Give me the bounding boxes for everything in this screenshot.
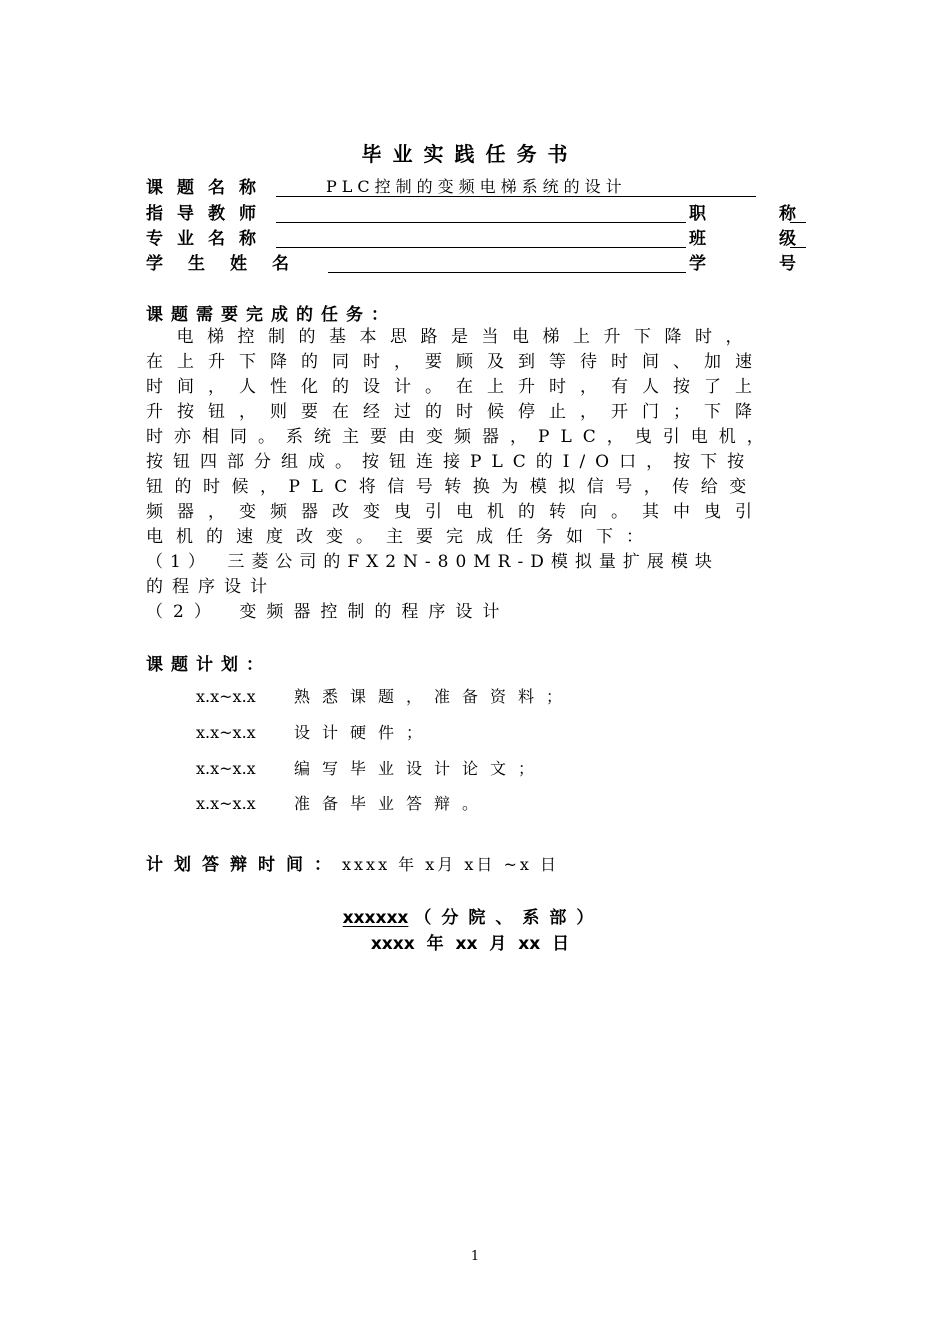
plan-task: 设计硬件；: [294, 723, 435, 742]
plan-date: x.x~x.x: [196, 794, 256, 813]
tasks-line: 频器，变频器改变曳引电机的转向。其中曳引: [146, 502, 766, 522]
page-number: 1: [470, 1249, 480, 1264]
student-row: [146, 252, 826, 276]
tasks-line: 按钮四部分组成。按钮连接PLC的I/O口，按下按: [146, 452, 755, 472]
class-underline: [790, 227, 806, 248]
plan-task: 准备毕业答辩。: [294, 794, 491, 813]
topic-value: PLC控制的变频电梯系统的设计: [326, 177, 627, 196]
signoff-date: xxxx 年 xx 月 xx 日: [370, 934, 570, 954]
plan-task: 编写毕业设计论文；: [294, 759, 547, 778]
plan-item: [196, 721, 434, 745]
defense-row: [146, 853, 559, 877]
tasks-line: 电机的速度改变。主要完成任务如下：: [146, 527, 656, 547]
major-label: 专业名称: [146, 229, 270, 249]
tasks-line: 升按钮，则要在经过的时候停止，开门；下降: [146, 402, 766, 422]
major-underline: [276, 227, 686, 248]
plan-date: x.x~x.x: [196, 723, 256, 742]
topic-row: [146, 176, 826, 200]
title-underline: [790, 202, 806, 223]
plan-item: [196, 685, 574, 709]
tasks-line: 电梯控制的基本思路是当电梯上升下降时，: [146, 327, 756, 347]
advisor-label: 指导教师: [146, 204, 270, 224]
dept-name: xxxxxx: [342, 908, 409, 928]
tasks-body: [146, 325, 818, 625]
defense-label: 计划答辩时间：: [146, 855, 342, 875]
tasks-heading: 课题需要完成的任务：: [146, 305, 396, 325]
tasks-line: 钮的时候，PLC将信号转换为模拟信号，传给变: [146, 477, 758, 497]
plan-item: [196, 757, 546, 781]
plan-heading: 课题计划：: [146, 655, 271, 675]
student-id-label: 学 号: [689, 254, 824, 274]
student-underline: [328, 252, 686, 273]
signoff-dept: [0, 903, 940, 928]
plan-item: [196, 792, 490, 816]
tasks-line: 时亦相同。系统主要由变频器，PLC，曳引电机，: [146, 427, 775, 447]
topic-label: 课题名称: [146, 178, 270, 198]
class-label: 班 级: [689, 229, 824, 249]
tasks-line: 在上升下降的同时，要顾及到等待时间、加速: [146, 352, 766, 372]
major-row: [146, 227, 826, 251]
defense-value: xxxx 年 x月 x日 ~x 日: [342, 855, 560, 874]
tasks-line: 的程序设计: [146, 577, 276, 597]
title-label: 职 称: [689, 204, 824, 224]
dept-suffix: （分院、系部）: [414, 908, 604, 928]
tasks-line: （2） 变频器控制的程序设计: [146, 602, 510, 622]
advisor-underline: [276, 202, 686, 223]
tasks-line: 时间，人性化的设计。在上升时，有人按了上: [146, 377, 766, 397]
advisor-row: [146, 202, 826, 226]
plan-date: x.x~x.x: [196, 687, 256, 706]
plan-date: x.x~x.x: [196, 759, 256, 778]
student-label: 学 生 姓 名: [146, 254, 293, 274]
tasks-line: （1） 三菱公司的FX2N-80MR-D模拟量扩展模块: [146, 552, 719, 572]
document-title: 毕业实践任务书: [361, 142, 579, 166]
plan-task: 熟悉课题，准备资料；: [294, 687, 575, 706]
